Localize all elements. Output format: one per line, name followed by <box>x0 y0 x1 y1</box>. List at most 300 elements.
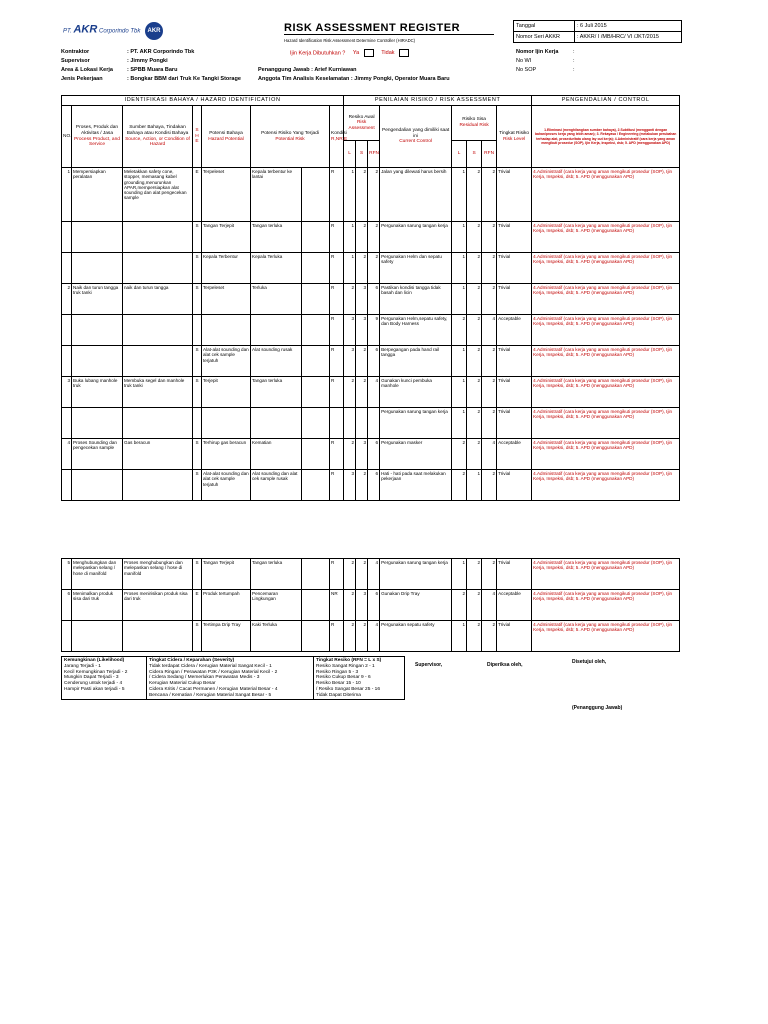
row-she: S <box>193 253 202 284</box>
row-tingkat: Trivial <box>497 621 532 652</box>
row-s2: 2 <box>467 315 482 346</box>
row-sumber <box>123 253 193 284</box>
row-l2: 1 <box>452 559 467 590</box>
row-rfn: 2 <box>368 222 380 253</box>
row-control: 4.Administratif (cara kerja yang aman mengikuti prosedur (SOP), Ijin Kerja, Inspeksi, dsb; 5. APD (menggunakan APD) <box>532 439 680 470</box>
row-bahaya <box>202 408 251 439</box>
row-tingkat: Trivial <box>497 346 532 377</box>
sign-penanggung: (Penanggung Jawab) <box>572 705 623 711</box>
col-sumber <box>123 106 193 168</box>
row-risk-cell <box>302 284 330 315</box>
legend-item: Kerugian Material Cukup Besar <box>149 681 216 686</box>
legend-likelihood <box>62 657 147 700</box>
row-bahaya: Terpeleset <box>202 284 251 315</box>
col-resiko-sisa-en: Residual Risk <box>459 123 489 128</box>
row-risiko: Tangan terluka <box>251 377 302 408</box>
meta-right-label: No SOP <box>516 67 537 73</box>
sign-disetujui: Disetujui oleh, <box>572 659 607 665</box>
legend-severity-list <box>149 664 311 699</box>
logo-prefix: PT. <box>63 28 72 35</box>
col-rfn2: RFN <box>482 141 497 168</box>
row-risk-cell <box>302 439 330 470</box>
row-rfn: 6 <box>368 590 380 621</box>
row-kendali: Jalan yang dilewati harus bersih <box>380 168 452 222</box>
row-risiko: Alat sounding rusak <box>251 346 302 377</box>
row-s: 3 <box>356 284 368 315</box>
row-l: 2 <box>344 559 356 590</box>
row-s2: 2 <box>467 408 482 439</box>
row-kondisi: R <box>330 284 344 315</box>
row-kendali: Pergunakan sarung tangan kerja <box>380 559 452 590</box>
permit-question <box>290 49 409 57</box>
table-row <box>62 377 680 408</box>
legend-severity <box>147 657 314 700</box>
row-no <box>62 253 72 284</box>
row-sumber: Gas beracun <box>123 439 193 470</box>
row-rfn2: 2 <box>482 346 497 377</box>
section-header-row <box>62 96 680 106</box>
row-tingkat: Trivial <box>497 377 532 408</box>
col-pengendalian-label: Pengendalian yang dimiliki saat ini <box>382 128 450 139</box>
meta-value: : Jimmy Pongki <box>127 58 168 64</box>
row-kendali: Pergunakan masker <box>380 439 452 470</box>
row-s2: 1 <box>467 470 482 501</box>
row-proses <box>72 408 123 439</box>
row-proses <box>72 470 123 501</box>
row-proses: Menghubungkan dan melepaskan selang / hose di manifold <box>72 559 123 590</box>
row-kondisi: R <box>330 222 344 253</box>
row-s2: 2 <box>467 559 482 590</box>
table-row <box>62 621 680 652</box>
row-risiko: Kepala Terluka <box>251 253 302 284</box>
row-l2: 1 <box>452 222 467 253</box>
row-rfn2: 2 <box>482 408 497 439</box>
row-s2: 2 <box>467 346 482 377</box>
row-l2: 1 <box>452 346 467 377</box>
row-tingkat: Trivial <box>497 168 532 222</box>
row-rfn: 9 <box>368 315 380 346</box>
row-risk-cell <box>302 470 330 501</box>
row-rfn2: 2 <box>482 168 497 222</box>
row-control: 4.Administratif (cara kerja yang aman mengikuti prosedur (SOP), Ijin Kerja, Inspeksi, dsb; 5. APD (menggunakan APD) <box>532 621 680 652</box>
legend-item: Jarang Terjadi - 1 <box>64 663 101 669</box>
row-s: 2 <box>356 621 368 652</box>
row-bahaya: Tangan Terjepit <box>202 559 251 590</box>
row-rfn2: 2 <box>482 470 497 501</box>
row-she: S <box>193 284 202 315</box>
page-title: RISK ASSESSMENT REGISTER <box>284 22 461 34</box>
row-proses <box>72 346 123 377</box>
row-she: S <box>193 346 202 377</box>
row-risk-cell <box>302 377 330 408</box>
row-kendali: Hati - hati pada saat melakukan pekerjaan <box>380 470 452 501</box>
row-bahaya: Terjepit <box>202 377 251 408</box>
row-rfn2: 2 <box>482 621 497 652</box>
col-sumber-en: Source, Action, or Condition of Hazard <box>125 136 190 148</box>
row-no <box>62 222 72 253</box>
table-row <box>62 346 680 377</box>
row-l: 3 <box>344 470 356 501</box>
row-risiko <box>251 408 302 439</box>
col-l: L <box>344 141 356 168</box>
row-control: 4.Administratif (cara kerja yang aman mengikuti prosedur (SOP), Ijin Kerja, Inspeksi, dsb; 5. APD (menggunakan APD) <box>532 315 680 346</box>
table-row <box>62 168 680 222</box>
row-bahaya <box>202 315 251 346</box>
row-kondisi: R <box>330 470 344 501</box>
meta-right-value: : <box>573 58 575 64</box>
row-bahaya: Alat-alat sounding dan alat cek sample terjatuh <box>202 346 251 377</box>
row-control: 4.Administratif (cara kerja yang aman mengikuti prosedur (SOP), Ijin Kerja, Inspeksi, dsb; 5. APD (menggunakan APD) <box>532 559 680 590</box>
col-s: S <box>356 141 368 168</box>
row-control: 4.Administratif (cara kerja yang aman mengikuti prosedur (SOP), Ijin Kerja, Inspeksi, dsb; 5. APD (menggunakan APD) <box>532 222 680 253</box>
table-body-2 <box>62 559 680 652</box>
row-s2: 2 <box>467 284 482 315</box>
row-s: 3 <box>356 315 368 346</box>
meta-value: : SPBB Muara Baru <box>127 67 178 73</box>
row-l: 2 <box>344 284 356 315</box>
row-rfn2: 2 <box>482 284 497 315</box>
row-rfn: 6 <box>368 284 380 315</box>
page-subtitle: Hazard Identification Risk Assessment Determine Controller (HIRADC) <box>284 38 416 43</box>
row-control: 4.Administratif (cara kerja yang aman mengikuti prosedur (SOP), Ijin Kerja, Inspeksi, dsb; 5. APD (menggunakan APD) <box>532 470 680 501</box>
col-resiko-awal-en: Risk Assessment <box>348 120 375 131</box>
legend-item: Cidera Kritis / Cacat Permanen / Kerugian Material Besar - 4 <box>149 686 278 692</box>
row-l2: 2 <box>452 439 467 470</box>
team-members: Anggota Tim Analisis Keselamatan : Jimmy Pongki, Operator Muara Baru <box>258 76 450 82</box>
row-risk-cell <box>302 621 330 652</box>
legend-severity-title: Tingkat Cidera / Keparahan (Severity) <box>149 658 235 663</box>
legend-item: Cidera Ringan / Perawatan P3K / Kerugian Material Kecil - 2 <box>149 669 278 675</box>
row-kendali: Pastikan kondisi tangga tidak basah dan licin <box>380 284 452 315</box>
section-identifikasi: IDENTIFIKASI BAHAYA / HAZARD IDENTIFICATION <box>62 96 344 106</box>
row-l: 3 <box>344 315 356 346</box>
legend-item: Resiko Sangat Ringan 2 - 1 <box>316 663 375 669</box>
row-l: 2 <box>344 377 356 408</box>
row-rfn2: 2 <box>482 559 497 590</box>
col-resiko-awal <box>344 106 380 141</box>
row-l: 3 <box>344 346 356 377</box>
row-rfn: 2 <box>368 253 380 284</box>
row-kendali: Pergunakan sepatu safety <box>380 621 452 652</box>
row-risk-cell <box>302 590 330 621</box>
col-tingkat-en: Risk Level <box>503 136 526 142</box>
row-bahaya: Produk tertumpah <box>202 590 251 621</box>
row-l: 2 <box>344 590 356 621</box>
table-row <box>62 222 680 253</box>
row-l2: 2 <box>452 590 467 621</box>
col-proses-label: Proses, Produk dan Aktivitas / Jasa <box>75 125 119 136</box>
row-l: 1 <box>344 168 356 222</box>
row-rfn: 6 <box>368 346 380 377</box>
col-risk-en: Risk <box>295 136 305 142</box>
row-kondisi <box>330 408 344 439</box>
row-tingkat: Acceptable <box>497 315 532 346</box>
col-resiko-awal-label: Resiko Awal <box>348 114 375 120</box>
row-risk-cell <box>302 315 330 346</box>
row-rfn2: 4 <box>482 315 497 346</box>
col-rfn: RFN <box>368 141 380 168</box>
row-l2: 1 <box>452 408 467 439</box>
row-s2: 2 <box>467 377 482 408</box>
legend-table <box>61 656 405 700</box>
meta-value: : PT. AKR Corporindo Tbk <box>127 49 195 55</box>
row-she <box>193 408 202 439</box>
meta-label: Kontraktor <box>61 49 90 55</box>
col-proses <box>72 106 123 168</box>
row-rfn <box>368 408 380 439</box>
col-potensi-bahaya-label: Potensi Bahaya <box>209 130 243 136</box>
row-l2: 1 <box>452 253 467 284</box>
legend-likelihood-title: Kemungkinan (Likelihood) <box>64 658 125 663</box>
row-risiko: Kaki Terluka <box>251 621 302 652</box>
row-sumber: Membuka segel dan manhole truk tanki <box>123 377 193 408</box>
row-tingkat: Trivial <box>497 408 532 439</box>
row-proses: Menimalkan produk sisa dari truk <box>72 590 123 621</box>
row-no: 3 <box>62 377 72 408</box>
legend-item: Mungkin Dapat Terjadi - 3 <box>64 675 119 681</box>
row-sumber <box>123 222 193 253</box>
col-kondisi-label: Kondisi <box>331 130 347 136</box>
row-l2: 1 <box>452 377 467 408</box>
row-proses <box>72 621 123 652</box>
row-s: 2 <box>356 559 368 590</box>
row-risk-cell <box>302 559 330 590</box>
permit-tidak-label: Tidak <box>381 50 395 57</box>
row-proses <box>72 315 123 346</box>
row-control: 4.Administratif (cara kerja yang aman mengikuti prosedur (SOP), Ijin Kerja, Inspeksi, dsb; 5. APD (menggunakan APD) <box>532 408 680 439</box>
row-risiko: Tangan terluka <box>251 222 302 253</box>
legend-item: Tidak Dapat Diterima <box>316 692 361 698</box>
table-row <box>62 253 680 284</box>
row-control: 4.Administratif (cara kerja yang aman mengikuti prosedur (SOP), Ijin Kerja, Inspeksi, dsb; 5. APD (menggunakan APD) <box>532 590 680 621</box>
row-risiko: Kematian <box>251 439 302 470</box>
row-s: 3 <box>356 439 368 470</box>
row-sumber <box>123 315 193 346</box>
table-row <box>62 439 680 470</box>
row-l2: 1 <box>452 168 467 222</box>
row-sumber <box>123 470 193 501</box>
row-she: S <box>193 559 202 590</box>
row-risiko: Alat sounding dan alat cek sample rusak <box>251 470 302 501</box>
meta-label: Area & Lokasi Kerja <box>61 67 113 73</box>
col-s2: S <box>467 141 482 168</box>
row-l: 2 <box>344 439 356 470</box>
row-rfn: 2 <box>368 168 380 222</box>
row-risiko: Tangan terluka <box>251 559 302 590</box>
row-bahaya: Kepala Terbentur <box>202 253 251 284</box>
col-kondisi <box>330 106 348 168</box>
row-risiko <box>251 315 302 346</box>
section-penilaian: PENILAIAN RISIKO / RISK ASSESSMENT <box>344 96 532 106</box>
gap-cell <box>62 501 680 559</box>
row-s: 3 <box>356 590 368 621</box>
row-she <box>193 315 202 346</box>
table-gap <box>62 501 680 559</box>
row-kondisi: R <box>330 315 344 346</box>
legend-item: Bencana / Kematian / Kerugian Material Sangat Besar - 5 <box>149 692 272 698</box>
row-proses: Proses Sounding dan pengecekan sample <box>72 439 123 470</box>
row-tingkat: Trivial <box>497 253 532 284</box>
row-tingkat: Acceptable <box>497 590 532 621</box>
row-she: S <box>193 621 202 652</box>
table-row <box>62 315 680 346</box>
row-sumber: Proses menirisikan produk sisa dari truk <box>123 590 193 621</box>
row-no: 6 <box>62 590 72 621</box>
risk-table <box>61 95 680 652</box>
row-she: S <box>193 222 202 253</box>
row-bahaya: Tertimpa Drip Tray <box>202 621 251 652</box>
row-proses: Naik dan turun tangga truk tanki <box>72 284 123 315</box>
meta-label: Jenis Pekerjaan <box>61 76 103 82</box>
row-kondisi: R <box>330 346 344 377</box>
col-resiko-sisa-label: Risiko Sisa <box>462 117 486 123</box>
logo-brand: AKR <box>73 23 98 36</box>
legend-likelihood-list <box>64 664 144 693</box>
row-kondisi: R <box>330 253 344 284</box>
row-kondisi: R <box>330 559 344 590</box>
legend-item: / Cidera Sedang / Memerlukan Perawatan Medis - 3 <box>149 675 260 681</box>
legend-item: Hampir Pasti akan terjadi - 5 <box>64 686 125 692</box>
col-potensi-risiko-en: Potential <box>275 136 294 142</box>
col-potensi-bahaya-en: Hazard Potential <box>208 136 244 142</box>
row-she: S <box>193 377 202 408</box>
row-proses: Buka lubang manhole truk <box>72 377 123 408</box>
row-s2: 2 <box>467 590 482 621</box>
legend-level <box>314 657 405 700</box>
permit-tidak-checkbox[interactable] <box>399 49 409 57</box>
row-risiko: Terluka <box>251 284 302 315</box>
logo-badge-icon: AKR <box>145 22 163 40</box>
row-tingkat: Trivial <box>497 470 532 501</box>
col-no: NO. <box>62 106 72 168</box>
legend-level-title: Tingkat Resiko (RFN = L x S) <box>316 658 382 663</box>
row-s2: 2 <box>467 439 482 470</box>
row-kendali: Gunakan kunci pembuka manhole <box>380 377 452 408</box>
row-tingkat: Trivial <box>497 559 532 590</box>
penanggung-jawab: Penanggung Jawab : Arief Kurniawan <box>258 67 357 73</box>
doc-info-table <box>513 20 682 43</box>
row-control: 4.Administratif (cara kerja yang aman mengikuti prosedur (SOP), Ijin Kerja, Inspeksi, dsb; 5. APD (menggunakan APD) <box>532 284 680 315</box>
row-l: 1 <box>344 222 356 253</box>
meta-right-label: Nomor Ijin Kerja <box>516 49 559 55</box>
row-risk-cell <box>302 346 330 377</box>
row-risiko: Pencemaran Lingkungan <box>251 590 302 621</box>
row-s: 2 <box>356 222 368 253</box>
row-no: 1 <box>62 168 72 222</box>
legend-item: Resiko Besar 15 - 10 <box>316 681 361 686</box>
row-s: 2 <box>356 168 368 222</box>
logo-suffix: Corporindo Tbk <box>98 28 141 35</box>
row-bahaya: Terpeleset <box>202 168 251 222</box>
row-s: 2 <box>356 470 368 501</box>
row-she: E <box>193 590 202 621</box>
row-s2: 2 <box>467 168 482 222</box>
row-control: 4.Administratif (cara kerja yang aman mengikuti prosedur (SOP), Ijin Kerja, Inspeksi, dsb; 5. APD (menggunakan APD) <box>532 253 680 284</box>
col-tingkat-label: Tingkat Risiko <box>499 130 530 136</box>
row-risk-cell <box>302 253 330 284</box>
meta-right-label: No WI <box>516 58 532 64</box>
row-no <box>62 408 72 439</box>
row-kendali: Pergunakan sarung tangan kerja <box>380 408 452 439</box>
row-rfn2: 4 <box>482 439 497 470</box>
row-risiko: Kepala terbentur ke lantai <box>251 168 302 222</box>
table-row <box>62 559 680 590</box>
row-sumber <box>123 346 193 377</box>
legend-row <box>62 657 405 700</box>
row-kendali: Pergunakan sarung tangan kerja <box>380 222 452 253</box>
row-kendali: Pergunakan Helm,sepatu safety, dan Body Harness <box>380 315 452 346</box>
row-kendali: Pergunakan Helm dan sepatu safety <box>380 253 452 284</box>
row-kondisi: NR <box>330 590 344 621</box>
row-proses <box>72 222 123 253</box>
doc-info-value: : 6 Juli 2015 <box>575 21 682 32</box>
row-tingkat: Trivial <box>497 222 532 253</box>
col-pengendalian-en: Current Control <box>399 139 432 145</box>
row-no <box>62 621 72 652</box>
row-s: 2 <box>356 377 368 408</box>
meta-value: : Bongkar BBM dari Truk Ke Tangki Storage <box>127 76 241 82</box>
row-l <box>344 408 356 439</box>
table-row <box>62 284 680 315</box>
meta-right-value: : <box>573 67 575 73</box>
row-rfn: 6 <box>368 470 380 501</box>
legend-item: Cenderung untuk terjadi - 4 <box>64 681 123 686</box>
col-resiko-sisa <box>452 106 497 141</box>
permit-ya-checkbox[interactable] <box>364 49 374 57</box>
gap-row <box>62 501 680 559</box>
row-she: S <box>193 470 202 501</box>
row-bahaya: Tangan Terjepit <box>202 222 251 253</box>
row-l: 2 <box>344 621 356 652</box>
row-l2: 1 <box>452 284 467 315</box>
row-no <box>62 346 72 377</box>
row-risk-cell <box>302 408 330 439</box>
row-proses: Mempersiapkan peralatan <box>72 168 123 222</box>
col-l2: L <box>452 141 467 168</box>
row-bahaya: Terhirup gas beracun <box>202 439 251 470</box>
row-risk-cell <box>302 168 330 222</box>
doc-info-label: Tanggal <box>514 21 575 32</box>
row-she: S <box>193 439 202 470</box>
sign-diperiksa: Diperiksa oleh, <box>487 662 523 668</box>
col-she: S H E <box>193 106 202 168</box>
row-s: 2 <box>356 253 368 284</box>
row-kondisi: R <box>330 168 344 222</box>
row-control: 4.Administratif (cara kerja yang aman mengikuti prosedur (SOP), Ijin Kerja, Inspeksi, dsb; 5. APD (menggunakan APD) <box>532 346 680 377</box>
col-potensi-risiko-label: Potensi Risiko Yang Terjadi <box>261 130 319 136</box>
row-control: 4.Administratif (cara kerja yang aman mengikuti prosedur (SOP), Ijin Kerja, Inspeksi, dsb; 5. APD (menggunakan APD) <box>532 168 680 222</box>
row-rfn: 6 <box>368 439 380 470</box>
row-kendali: Berpegangan pada hand rail tangga <box>380 346 452 377</box>
row-tingkat: Trivial <box>497 284 532 315</box>
col-pengendalian <box>380 106 452 168</box>
col-sumber-label: Sumber Bahaya, Tindakan Bahaya atau Kondisi Bahaya <box>126 125 189 136</box>
table-row <box>62 470 680 501</box>
row-sumber: naik dan turun tangga <box>123 284 193 315</box>
row-s2: 2 <box>467 222 482 253</box>
company-logo <box>63 22 163 40</box>
table-row <box>62 590 680 621</box>
sign-supervisor: Supervisor, <box>415 662 443 668</box>
row-bahaya: Alat-alat sounding dan alat cek sample terjatuh <box>202 470 251 501</box>
row-tingkat: Acceptable <box>497 439 532 470</box>
row-proses <box>72 253 123 284</box>
row-kondisi: R <box>330 377 344 408</box>
row-control: 4.Administratif (cara kerja yang aman mengikuti prosedur (SOP), Ijin Kerja, Inspeksi, dsb; 5. APD (menggunakan APD) <box>532 377 680 408</box>
section-pengendalian: PENGENDALIAN / CONTROL <box>532 96 680 106</box>
row-rfn: 4 <box>368 377 380 408</box>
legend-level-list <box>316 664 402 699</box>
